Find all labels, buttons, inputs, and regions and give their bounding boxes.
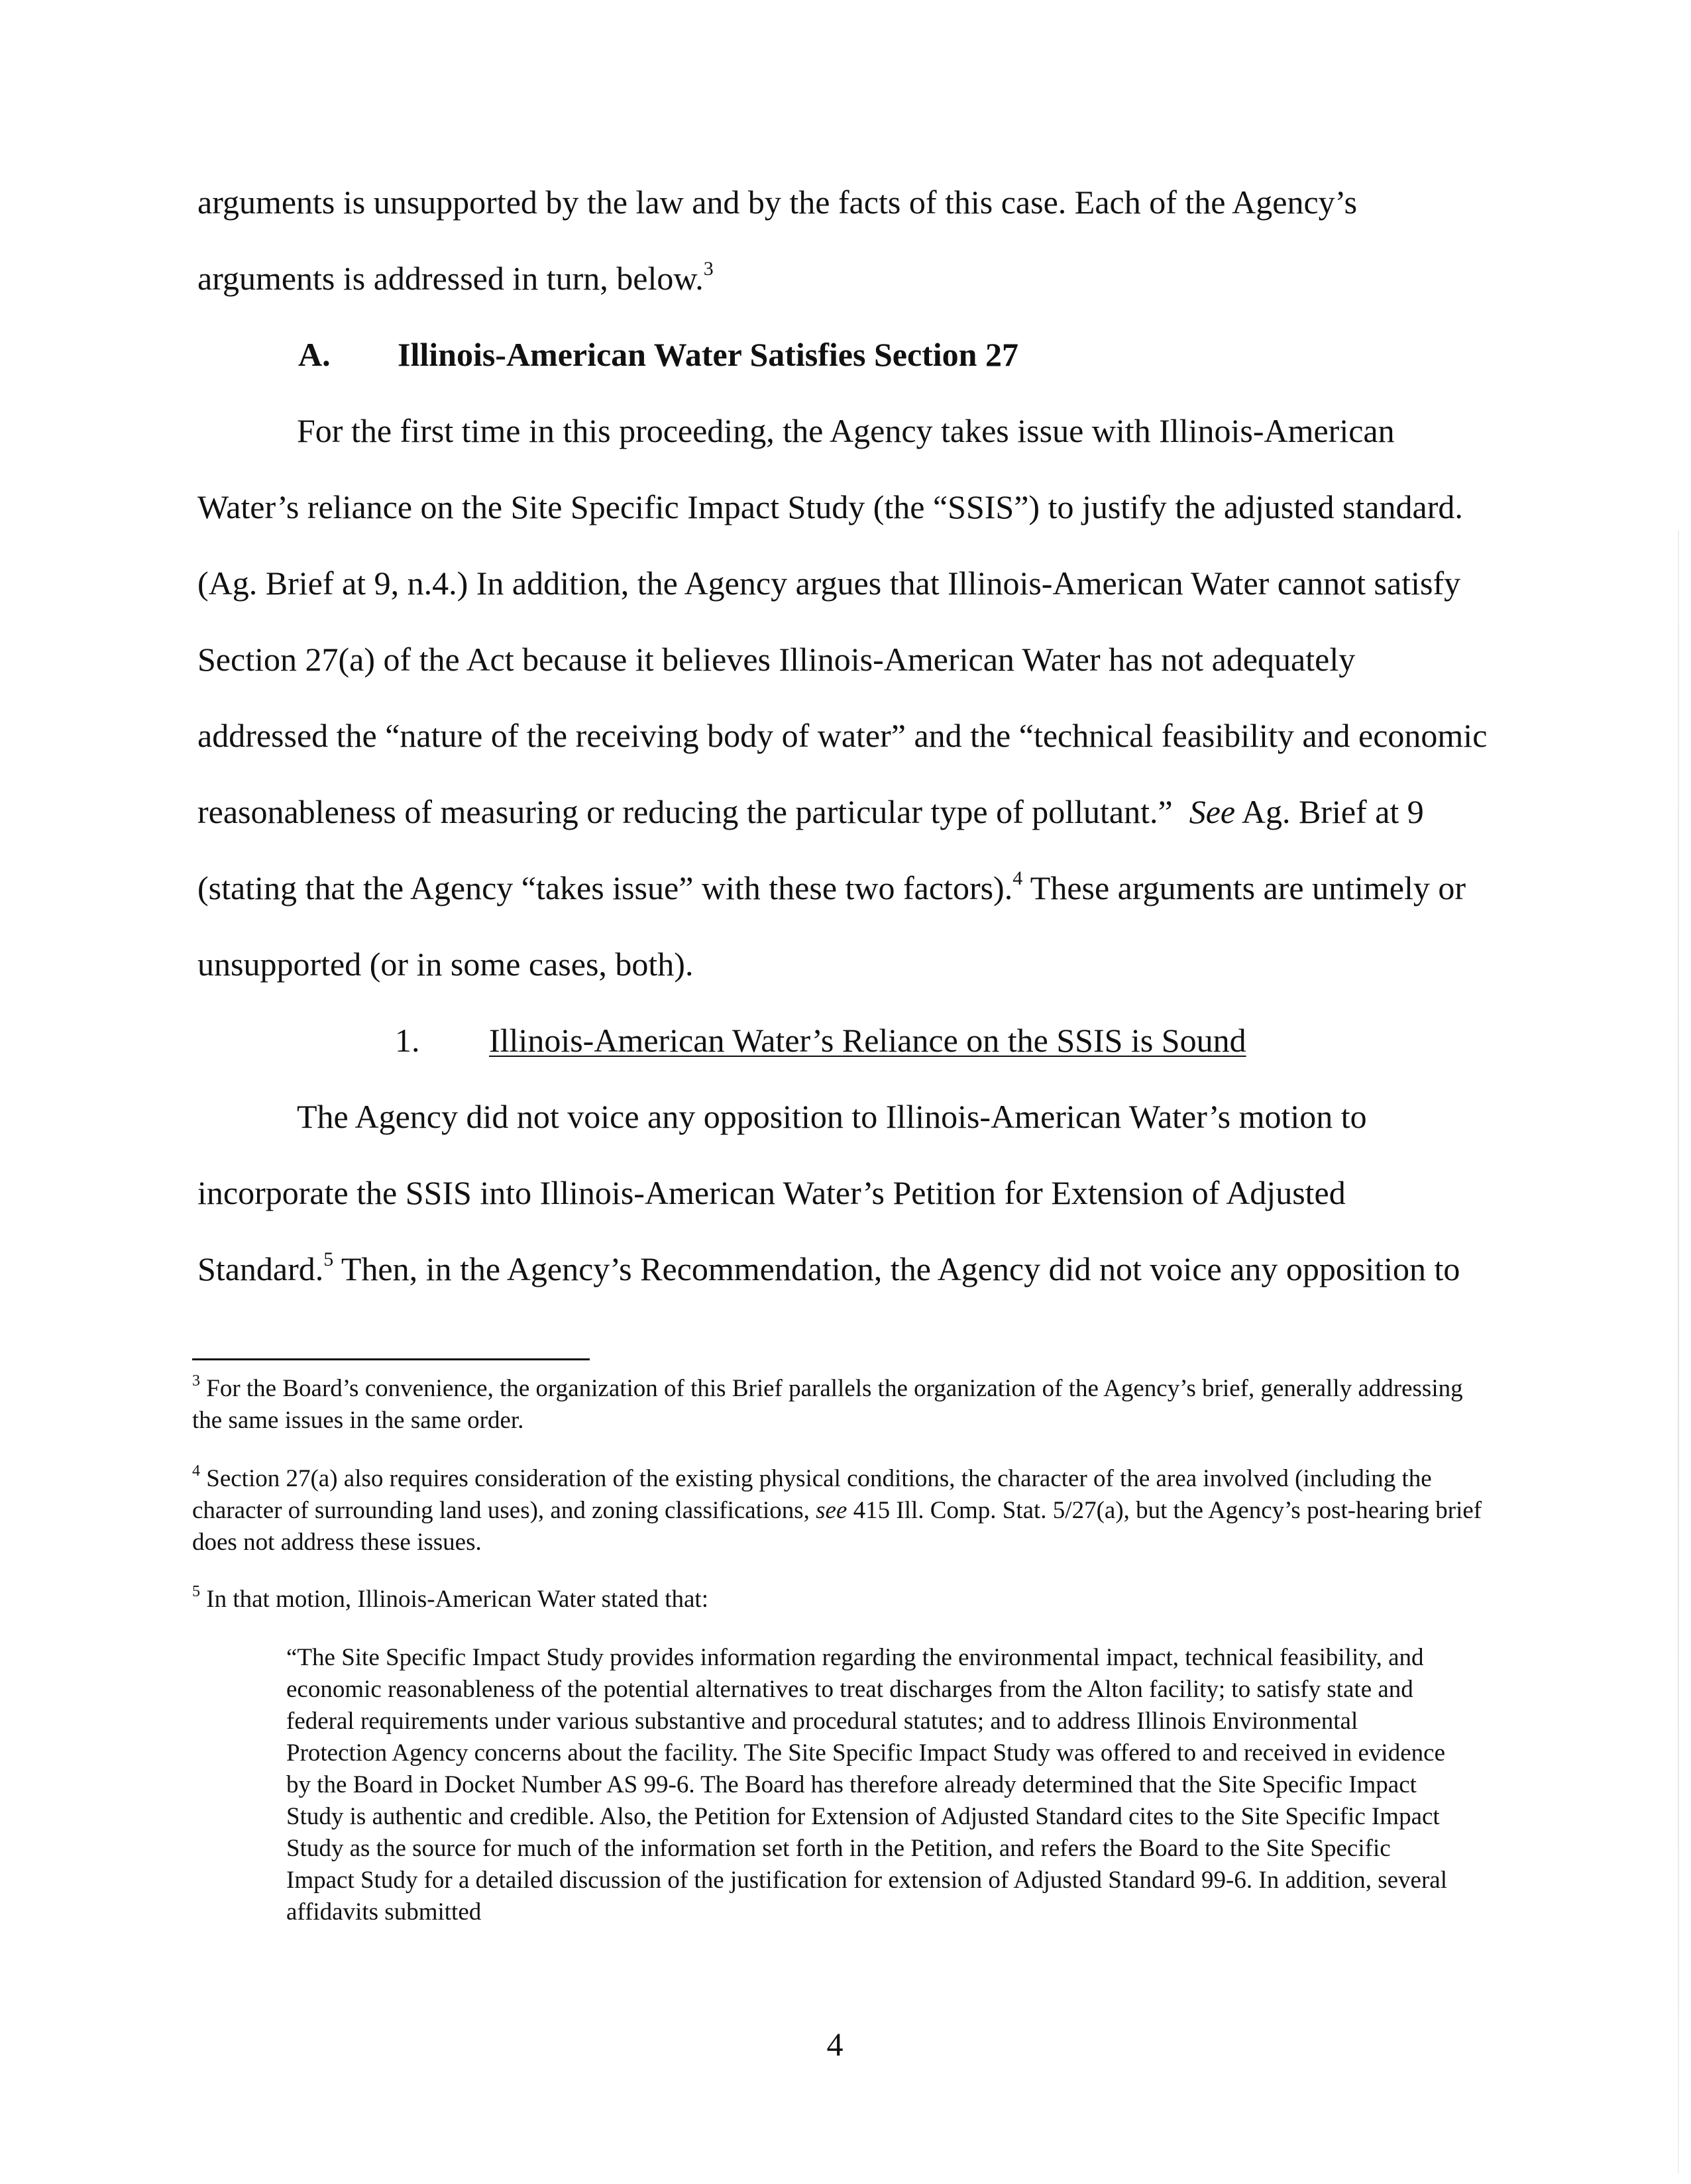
para-1-line-1: The Agency did not voice any opposition to Illinois-American Water’s motion to — [297, 1098, 1367, 1135]
para-a-line-7 — [197, 868, 1466, 908]
footnote-5-block-quote: “The Site Specific Impact Study provides information regarding the environmental impact, technical feasibility, and economic reasonableness of the potential alternatives to treat discharges from the Alton facility; to satisfy state and federal requirements under various substantive and procedural statutes; and to address Illinois Environmental Protection Agency concerns about the facility. The Site Specific Impact Study was offered to and received in evidence by the Board in Docket Number AS 99-6. The Board has therefore already determined that the Site Specific Impact Study is authentic and credible. Also, the Petition for Extension of Adjusted Standard cites to the Site Specific Impact Study as the source for much of the information set forth in the Petition, and refers the Board to the Site Specific Impact Study for a detailed discussion of the justification for extension of Adjusted Standard 99-6. In addition, several affidavits submitted — [286, 1644, 1447, 1926]
footnote-5-marker: 5 — [192, 1583, 200, 1600]
para-a-line-6-end: Ag. Brief at 9 — [1235, 793, 1424, 830]
para-a-line-1: For the first time in this proceeding, the Agency takes issue with Illinois-American — [297, 412, 1395, 449]
section-a-letter: A. — [298, 336, 331, 373]
scan-edge-artifact — [1678, 530, 1679, 2173]
para-a-line-6-text: reasonableness of measuring or reducing the particular type of pollutant.” — [197, 793, 1173, 830]
para-1-line-3 — [197, 1249, 1460, 1289]
body-line-2-text: arguments is addressed in turn, below. — [197, 260, 704, 297]
body-line-2 — [197, 258, 714, 298]
para-a-line-3: (Ag. Brief at 9, n.4.) In addition, the Agency argues that Illinois-American Water cannot satisfy — [197, 565, 1461, 602]
footnote-3-marker: 3 — [192, 1372, 200, 1390]
para-a-line-2: Water’s reliance on the Site Specific Impact Study (the “SSIS”) to justify the adjusted standard. — [197, 488, 1463, 525]
para-a-line-8: unsupported (or in some cases, both). — [197, 946, 694, 983]
footnote-ref-4[interactable]: 4 — [1012, 867, 1023, 889]
para-a-line-7-end: These arguments are untimely or — [1022, 869, 1466, 906]
footnote-3-text: For the Board’s convenience, the organization of this Brief parallels the organization of the Agency’s brief, generally addressing the same issues in the same order. — [192, 1375, 1463, 1434]
para-1-line-3-start: Standard. — [197, 1250, 324, 1287]
footnote-5 — [192, 1584, 1491, 1615]
section-1-title: Illinois-American Water’s Reliance on the SSIS is Sound — [489, 1022, 1246, 1059]
page-number: 4 — [826, 2026, 844, 2063]
para-a-line-5: addressed the “nature of the receiving body of water” and the “technical feasibility and economic — [197, 717, 1488, 754]
para-a-line-4: Section 27(a) of the Act because it believes Illinois-American Water has not adequately — [197, 641, 1356, 678]
para-a-line-7-start: (stating that the Agency “takes issue” with these two factors). — [197, 869, 1013, 906]
footnote-3 — [192, 1373, 1491, 1437]
section-a-title: Illinois-American Water Satisfies Section 27 — [398, 336, 1018, 373]
footnote-4 — [192, 1463, 1491, 1558]
para-1-line-2: incorporate the SSIS into Illinois-American Water’s Petition for Extension of Adjusted — [197, 1174, 1346, 1211]
para-a-line-6 — [197, 792, 1424, 832]
footnote-ref-3[interactable]: 3 — [703, 258, 714, 280]
para-1-line-3-end: Then, in the Agency’s Recommendation, the Agency did not voice any opposition to — [333, 1250, 1460, 1287]
footnote-4-marker: 4 — [192, 1462, 200, 1480]
footnote-4-text-a: Section 27(a) also requires consideration of the existing physical conditions, the character of the area involved (including the character of surrounding land uses), and zoning classifications, — [192, 1465, 1432, 1524]
footnote-5-text: In that motion, Illinois-American Water stated that: — [206, 1586, 708, 1613]
footnote-4-see: see — [816, 1497, 847, 1524]
see-signal: See — [1189, 793, 1236, 830]
body-line-1: arguments is unsupported by the law and by the facts of this case. Each of the Agency’s — [197, 184, 1358, 221]
footnote-separator — [192, 1358, 590, 1360]
section-1-number: 1. — [395, 1022, 420, 1059]
footnote-4-text-b: 415 Ill. Comp. Stat. 5/27(a), but the Agency’s post-hearing brief does not address these issues. — [192, 1497, 1482, 1556]
footnote-ref-5[interactable]: 5 — [323, 1248, 334, 1270]
